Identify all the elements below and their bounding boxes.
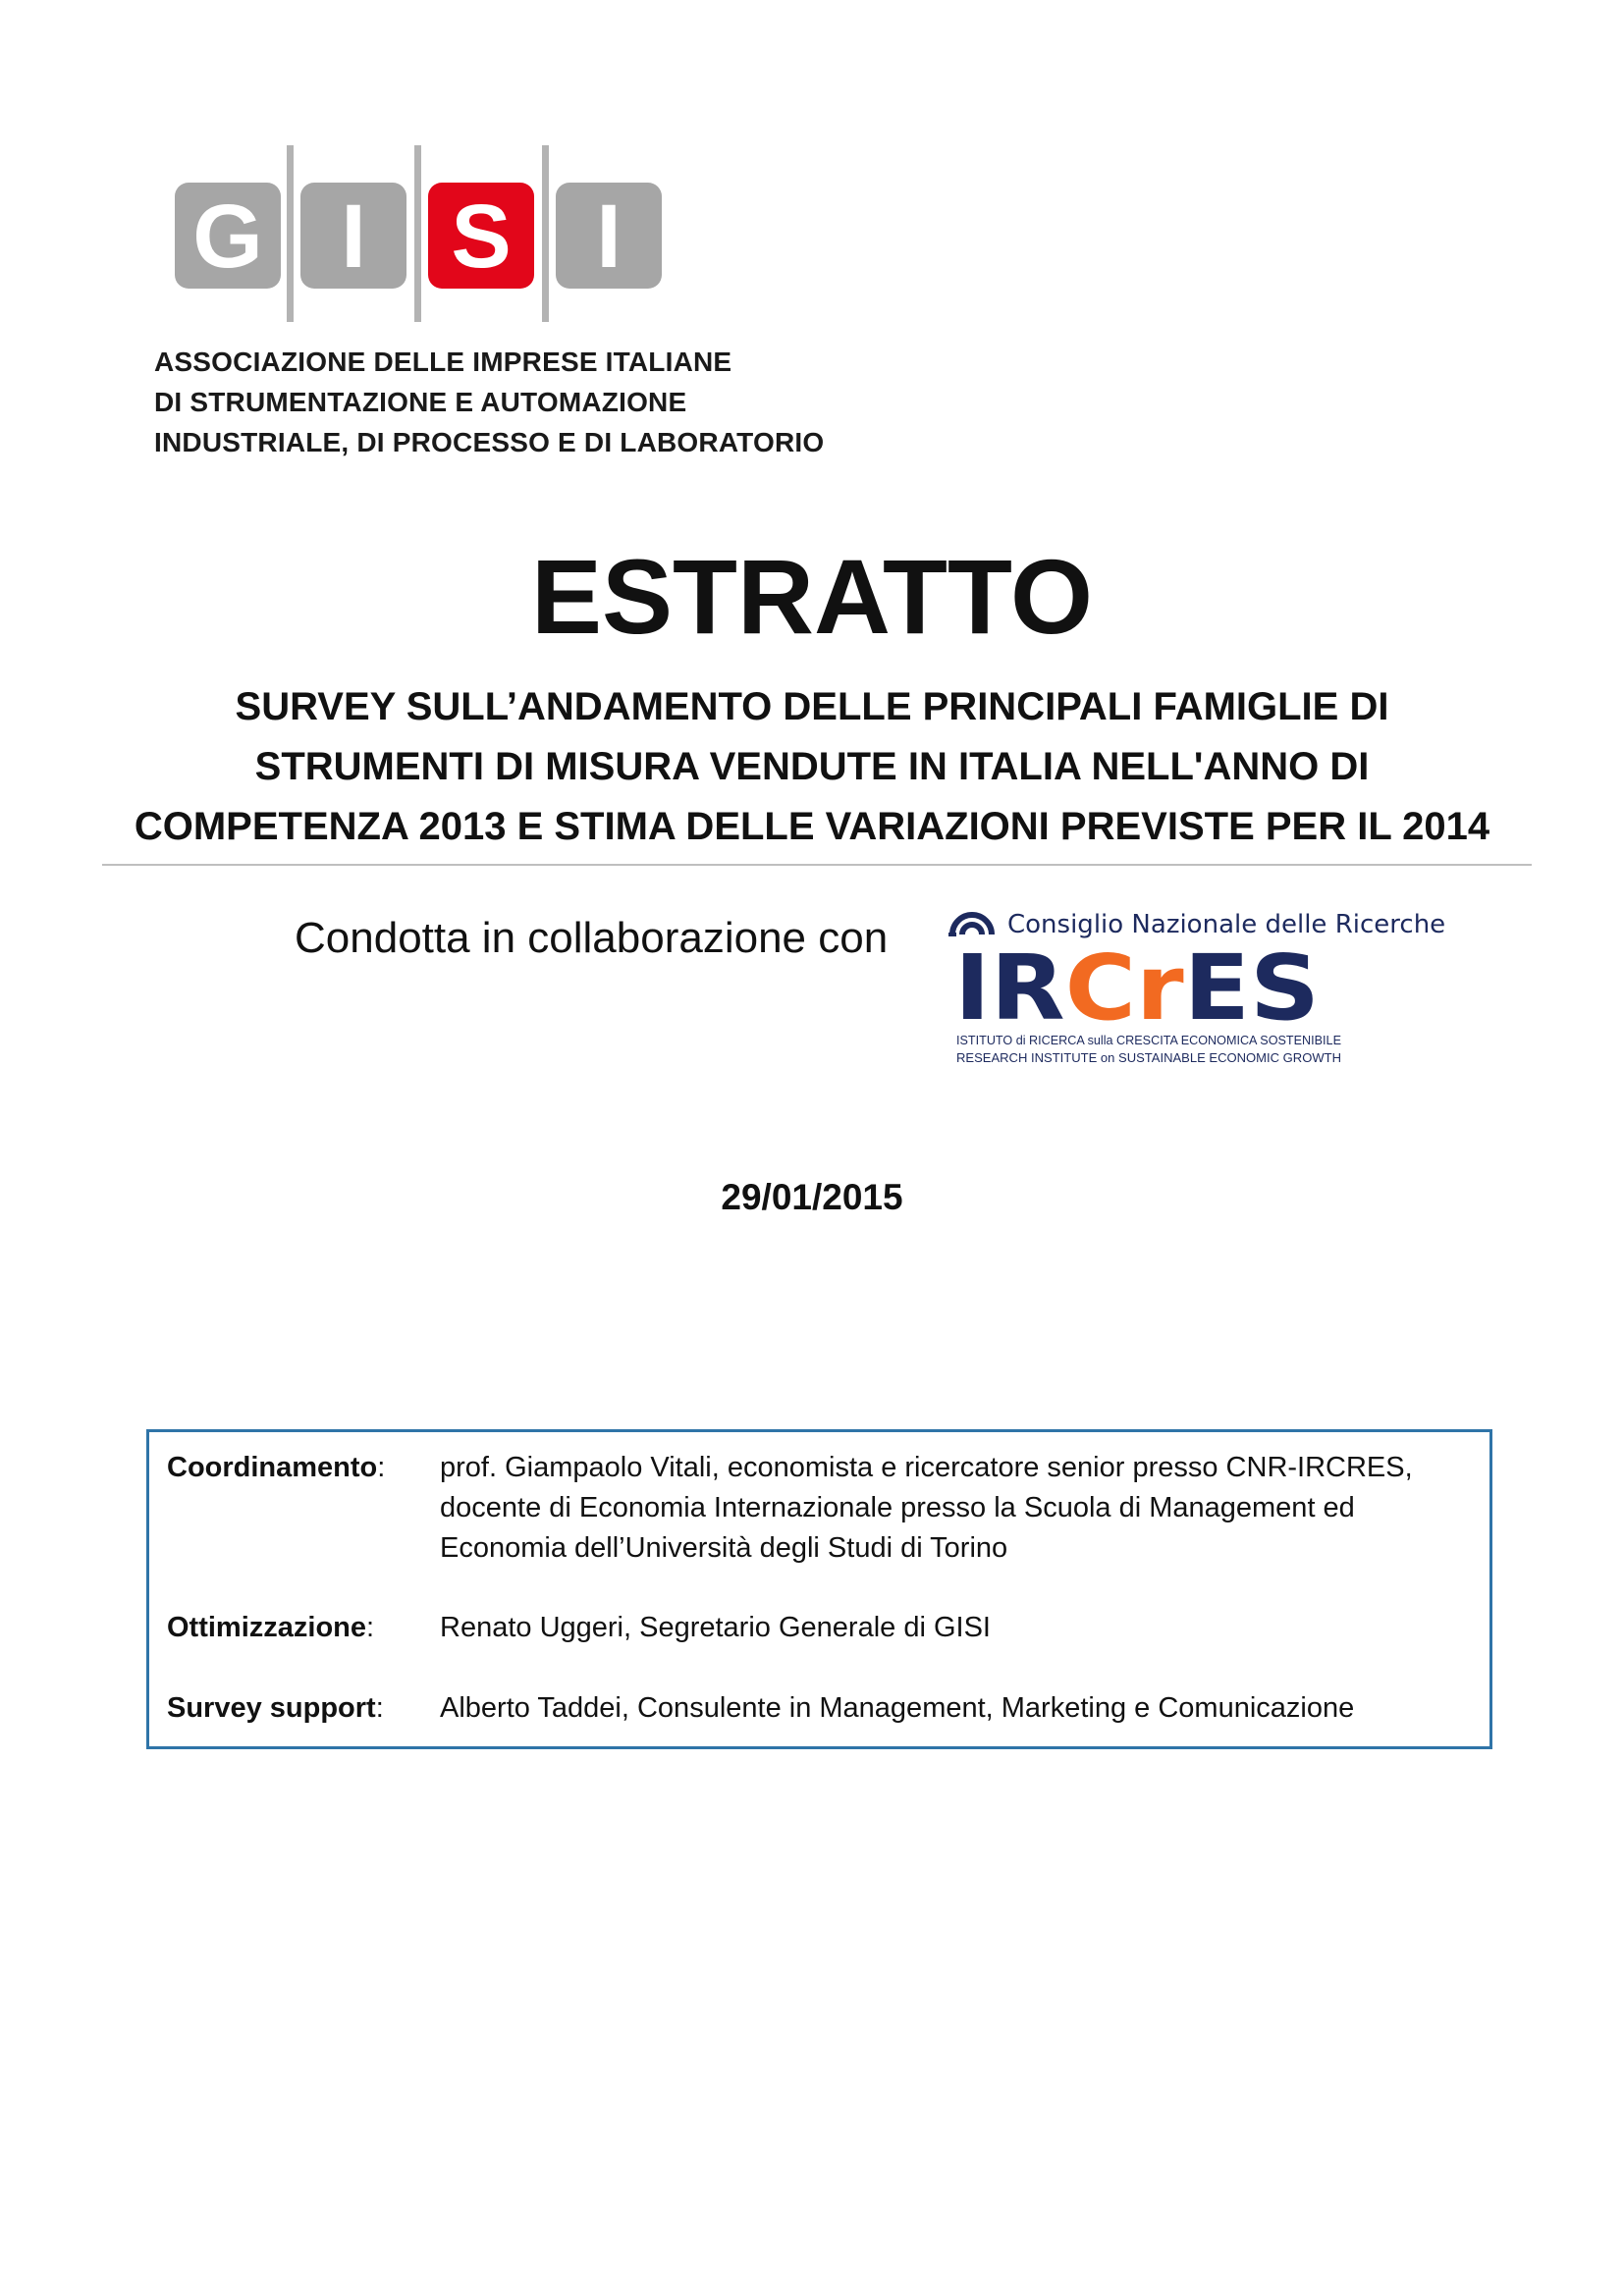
collaboration-text: Condotta in collaborazione con	[295, 914, 889, 962]
association-description	[154, 342, 824, 462]
gisi-logo	[167, 145, 668, 322]
credit-label-ottimizzazione: Ottimizzazione:	[167, 1612, 375, 1643]
document-date: 29/01/2015	[721, 1177, 903, 1217]
credit-label-survey-support: Survey support:	[167, 1692, 384, 1724]
gisi-letter-i-2: I	[596, 187, 622, 287]
ircres-line-english: RESEARCH INSTITUTE on SUSTAINABLE ECONOMIC GROWTH	[956, 1050, 1341, 1065]
credit-label-coordinamento: Coordinamento:	[167, 1452, 386, 1483]
subtitle-line-1: SURVEY SULL’ANDAMENTO DELLE PRINCIPALI FAMIGLIE DI	[235, 685, 1389, 728]
subtitle-line-3: COMPETENZA 2013 E STIMA DELLE VARIAZIONI PREVISTE PER IL 2014	[134, 805, 1490, 848]
survey-subtitle	[59, 677, 1565, 857]
association-line-1: ASSOCIAZIONE DELLE IMPRESE ITALIANE	[154, 347, 732, 377]
association-line-2: DI STRUMENTAZIONE E AUTOMAZIONE	[154, 387, 687, 417]
gisi-letter-g: G	[192, 187, 263, 287]
subtitle-line-2: STRUMENTI DI MISURA VENDUTE IN ITALIA NELL'ANNO DI	[254, 745, 1370, 788]
credit-value-line: Economia dell’Università degli Studi di Torino	[440, 1532, 1008, 1564]
association-line-3: INDUSTRIALE, DI PROCESSO E DI LABORATORIO	[154, 427, 825, 457]
credit-value-line: Alberto Taddei, Consulente in Management, Marketing e Comunicazione	[440, 1692, 1355, 1724]
ircres-acronym: IRCrES	[954, 935, 1311, 1041]
credit-value-line: Renato Uggeri, Segretario Generale di GISI	[440, 1612, 991, 1643]
title-divider	[102, 864, 1532, 866]
credit-value-ottimizzazione	[440, 1608, 991, 1648]
credit-value-survey-support	[440, 1688, 1354, 1729]
ircres-line-italian: ISTITUTO di RICERCA sulla CRESCITA ECONOMICA SOSTENIBILE	[956, 1033, 1342, 1047]
credit-value-coordinamento	[440, 1448, 1413, 1569]
cnr-name: Consiglio Nazionale delle Ricerche	[1007, 910, 1446, 939]
gisi-letter-s: S	[451, 187, 512, 287]
document-title: ESTRATTO	[530, 537, 1093, 656]
credit-value-line: prof. Giampaolo Vitali, economista e ricercatore senior presso CNR-IRCRES,	[440, 1452, 1413, 1483]
ircres-logo	[943, 883, 1446, 1076]
gisi-letter-i: I	[341, 187, 366, 287]
credit-value-line: docente di Economia Internazionale presso la Scuola di Management ed	[440, 1492, 1355, 1523]
